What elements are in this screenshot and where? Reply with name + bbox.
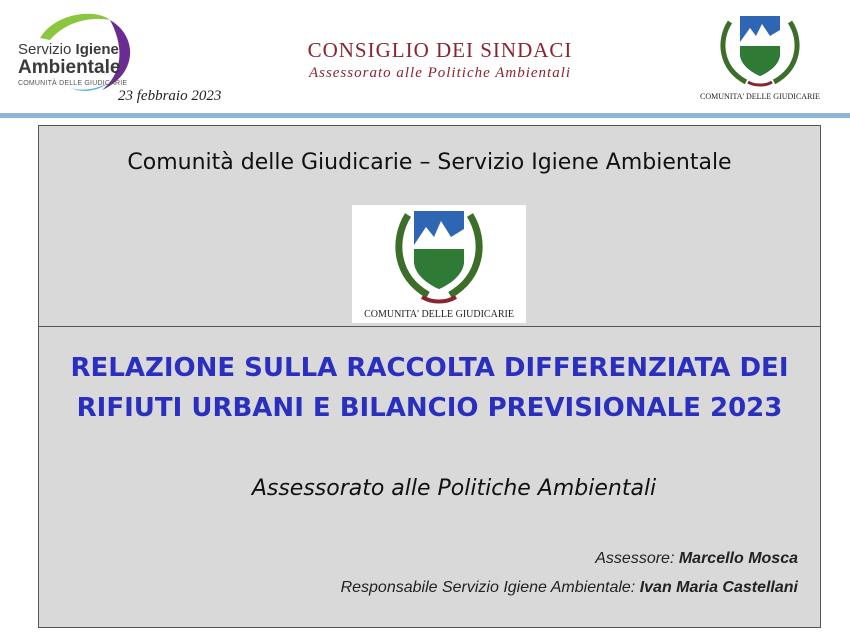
emblem-panel: [352, 205, 526, 323]
manager-label: Responsabile Servizio Igiene Ambientale:: [340, 579, 640, 596]
sia-line2: Ambientale: [18, 57, 121, 78]
sia-line1b: Igiene: [75, 41, 119, 58]
logo-caption: COMUNITA' DELLE GIUDICARIE: [700, 92, 820, 101]
sia-line3: COMUNITÀ DELLE GIUDICARIE: [18, 80, 128, 87]
council-heading: [240, 38, 640, 82]
card-top-section: [39, 126, 820, 327]
sia-wordmark: [18, 42, 127, 87]
council-subtitle: Assessorato alle Politiche Ambientali: [308, 65, 572, 81]
header-divider: [0, 113, 850, 118]
organization-title: Comunità delle Giudicarie – Servizio Igiene Ambientale: [127, 150, 732, 175]
servizio-igiene-ambientale-logo: [10, 8, 140, 92]
report-title-line2: RIFIUTI URBANI E BILANCIO PREVISIONALE 2023: [76, 393, 783, 423]
department-name: Assessorato alle Politiche Ambientali: [251, 476, 657, 501]
sia-line1a: Servizio: [18, 41, 76, 58]
council-title: CONSIGLIO DEI SINDACI: [307, 38, 573, 62]
report-title-line1: RELAZIONE SULLA RACCOLTA DIFFERENZIATA DEI: [70, 353, 789, 383]
assessor-label: Assessore:: [595, 550, 679, 567]
emblem-caption: COMUNITA' DELLE GIUDICARIE: [364, 309, 514, 320]
page-header: [0, 0, 850, 118]
manager-name: Ivan Maria Castellani: [639, 579, 798, 596]
assessor-line: [341, 544, 798, 573]
report-title: [39, 348, 820, 428]
title-card: [38, 125, 821, 628]
coat-of-arms-icon: [388, 207, 490, 307]
credits: [341, 544, 798, 602]
comunita-giudicarie-logo: [690, 10, 830, 104]
coat-of-arms-icon: [690, 10, 830, 90]
meeting-date: 23 febbraio 2023: [118, 88, 222, 104]
assessor-name: Marcello Mosca: [678, 550, 798, 567]
manager-line: [341, 573, 798, 602]
